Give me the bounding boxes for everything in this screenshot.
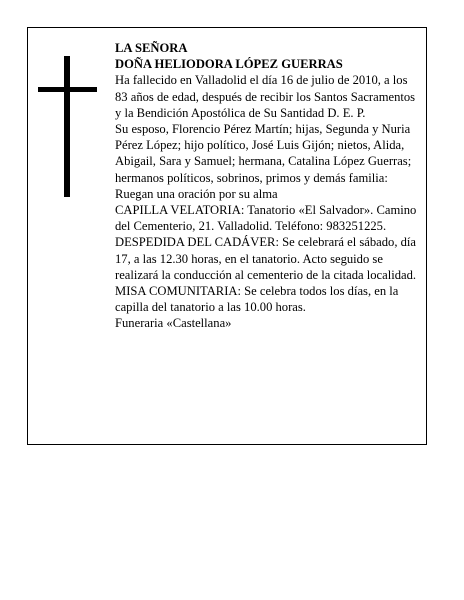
cross-icon <box>38 56 97 197</box>
service-details: CAPILLA VELATORIA: Tanatorio «El Salvador». Camino del Cementerio, 21. Valladolid. Teléfono: 983251225. DESPEDIDA DEL CADÁVER: Se celebrará el sábado, día 17, a las 12.30 horas, en el tanatorio. Acto seguido se realizará la conducción al cementerio de la citada localidad. MISA COMUNITARIA: Se celebra todos los días, en la capilla del tanatorio a las 10.00 horas. <box>115 203 417 315</box>
cross-horizontal-bar <box>38 87 97 92</box>
deceased-name: DOÑA HELIODORA LÓPEZ GUERRAS <box>115 57 343 72</box>
prayer-request: Ruegan una oración por su alma <box>115 186 278 201</box>
notice-title: LA SEÑORA <box>115 41 188 55</box>
death-announcement: Ha fallecido en Valladolid el día 16 de julio de 2010, a los 83 años de edad, después de recibir los Santos Sacramentos y la Bendición Apostólica de Su Santidad D. E. P. <box>115 73 416 120</box>
cross-vertical-bar <box>64 56 70 197</box>
funeral-home: Funeraria «Castellana» <box>115 316 232 331</box>
notice-body <box>115 40 420 332</box>
family-list: Su esposo, Florencio Pérez Martín; hijas, Segunda y Nuria Pérez López; hijo político, José Luis Gijón; nietos, Alida, Abigail, Sara y Samuel; hermana, Catalina López Guerras; hermanos políticos, sobrinos, primos y demás familia: <box>115 122 412 185</box>
